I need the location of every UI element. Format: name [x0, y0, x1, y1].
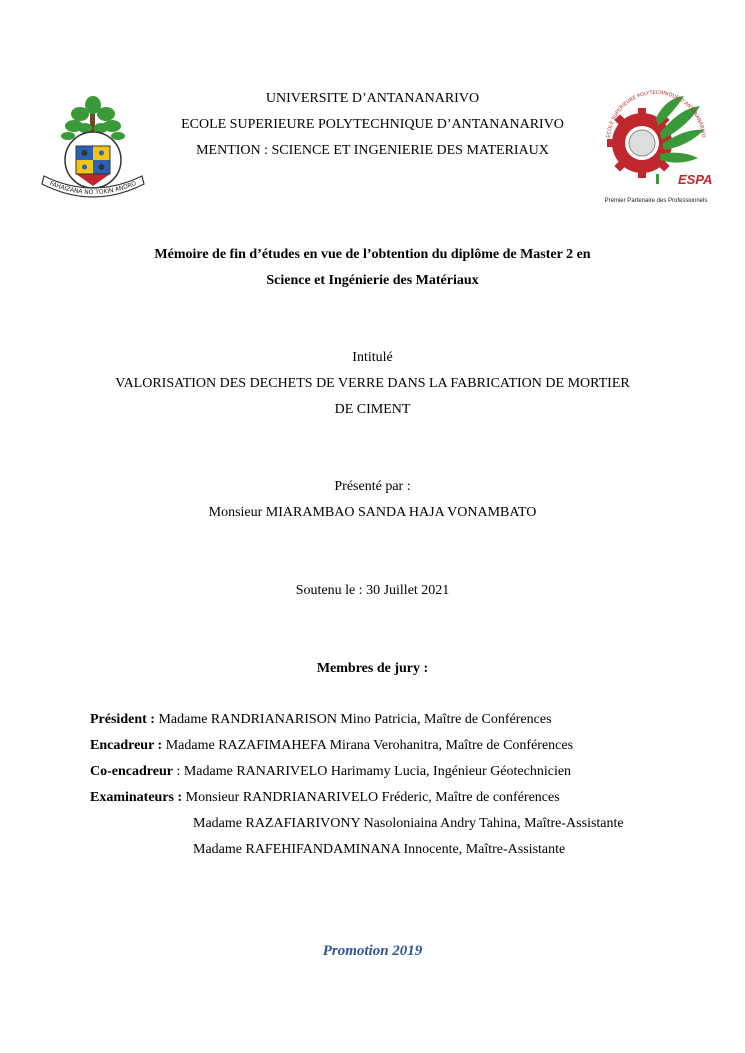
jury-coencadreur: [90, 763, 571, 781]
encadreur-name: Madame RAZAFIMAHEFA Mirana Verohanitra, Maître de Conférences: [162, 738, 574, 753]
jury-president: [90, 711, 552, 729]
examinateurs-role: Examinateurs :: [90, 790, 183, 805]
title-label: Intitulé: [352, 350, 393, 365]
encadreur-role: Encadreur :: [90, 738, 163, 753]
presenter-label: Présenté par :: [334, 479, 411, 494]
coencadreur-role: Co-encadreur: [90, 764, 173, 779]
promotion: Promotion 2019: [322, 943, 423, 959]
jury-examinateur-1: [90, 789, 560, 807]
memoire-line-1: Mémoire de fin d’études en vue de l’obtention du diplôme de Master 2 en: [154, 247, 591, 262]
jury-encadreur: [90, 737, 573, 755]
espa-acronym: ESPA: [678, 172, 712, 187]
thesis-title-line-1: VALORISATION DES DECHETS DE VERRE DANS LA FABRICATION DE MORTIER: [115, 376, 630, 391]
examinateur-1-name: Monsieur RANDRIANARIVELO Fréderic, Maître de conférences: [182, 790, 560, 805]
president-name: Madame RANDRIANARISON Mino Patricia, Maître de Conférences: [154, 712, 552, 727]
mention: MENTION : SCIENCE ET INGENIERIE DES MATERIAUX: [196, 143, 549, 158]
jury-examinateur-3: Madame RAFEHIFANDAMINANA Innocente, Maître-Assistante: [193, 842, 566, 857]
university-name: UNIVERSITE D’ANTANANARIVO: [265, 91, 480, 106]
defense-date: Soutenu le : 30 Juillet 2021: [295, 583, 450, 598]
presenter-name: Monsieur MIARAMBAO SANDA HAJA VONAMBATO: [208, 505, 537, 520]
president-role: Président :: [90, 712, 155, 727]
espa-arc-text: ECOLE SUPERIEURE POLYTECHNIQUE D’ANTANANARIVO: [606, 89, 706, 139]
espa-slogan: Premier Partenaire des Professionnels: [604, 198, 708, 204]
school-name: ECOLE SUPERIEURE POLYTECHNIQUE D’ANTANANARIVO: [181, 117, 564, 132]
jury-heading: Membres de jury :: [316, 661, 429, 676]
jury-examinateur-2: Madame RAZAFIARIVONY Nasoloniaina Andry Tahina, Maître-Assistante: [193, 816, 624, 831]
coencadreur-name: : Madame RANARIVELO Harimamy Lucia, Ingénieur Géotechnicien: [172, 764, 572, 779]
memoire-line-2: Science et Ingénierie des Matériaux: [266, 273, 479, 288]
thesis-title-line-2: DE CIMENT: [334, 402, 411, 417]
university-motto: FAHAIZANA NO TOKIN ANDRO: [48, 179, 138, 197]
